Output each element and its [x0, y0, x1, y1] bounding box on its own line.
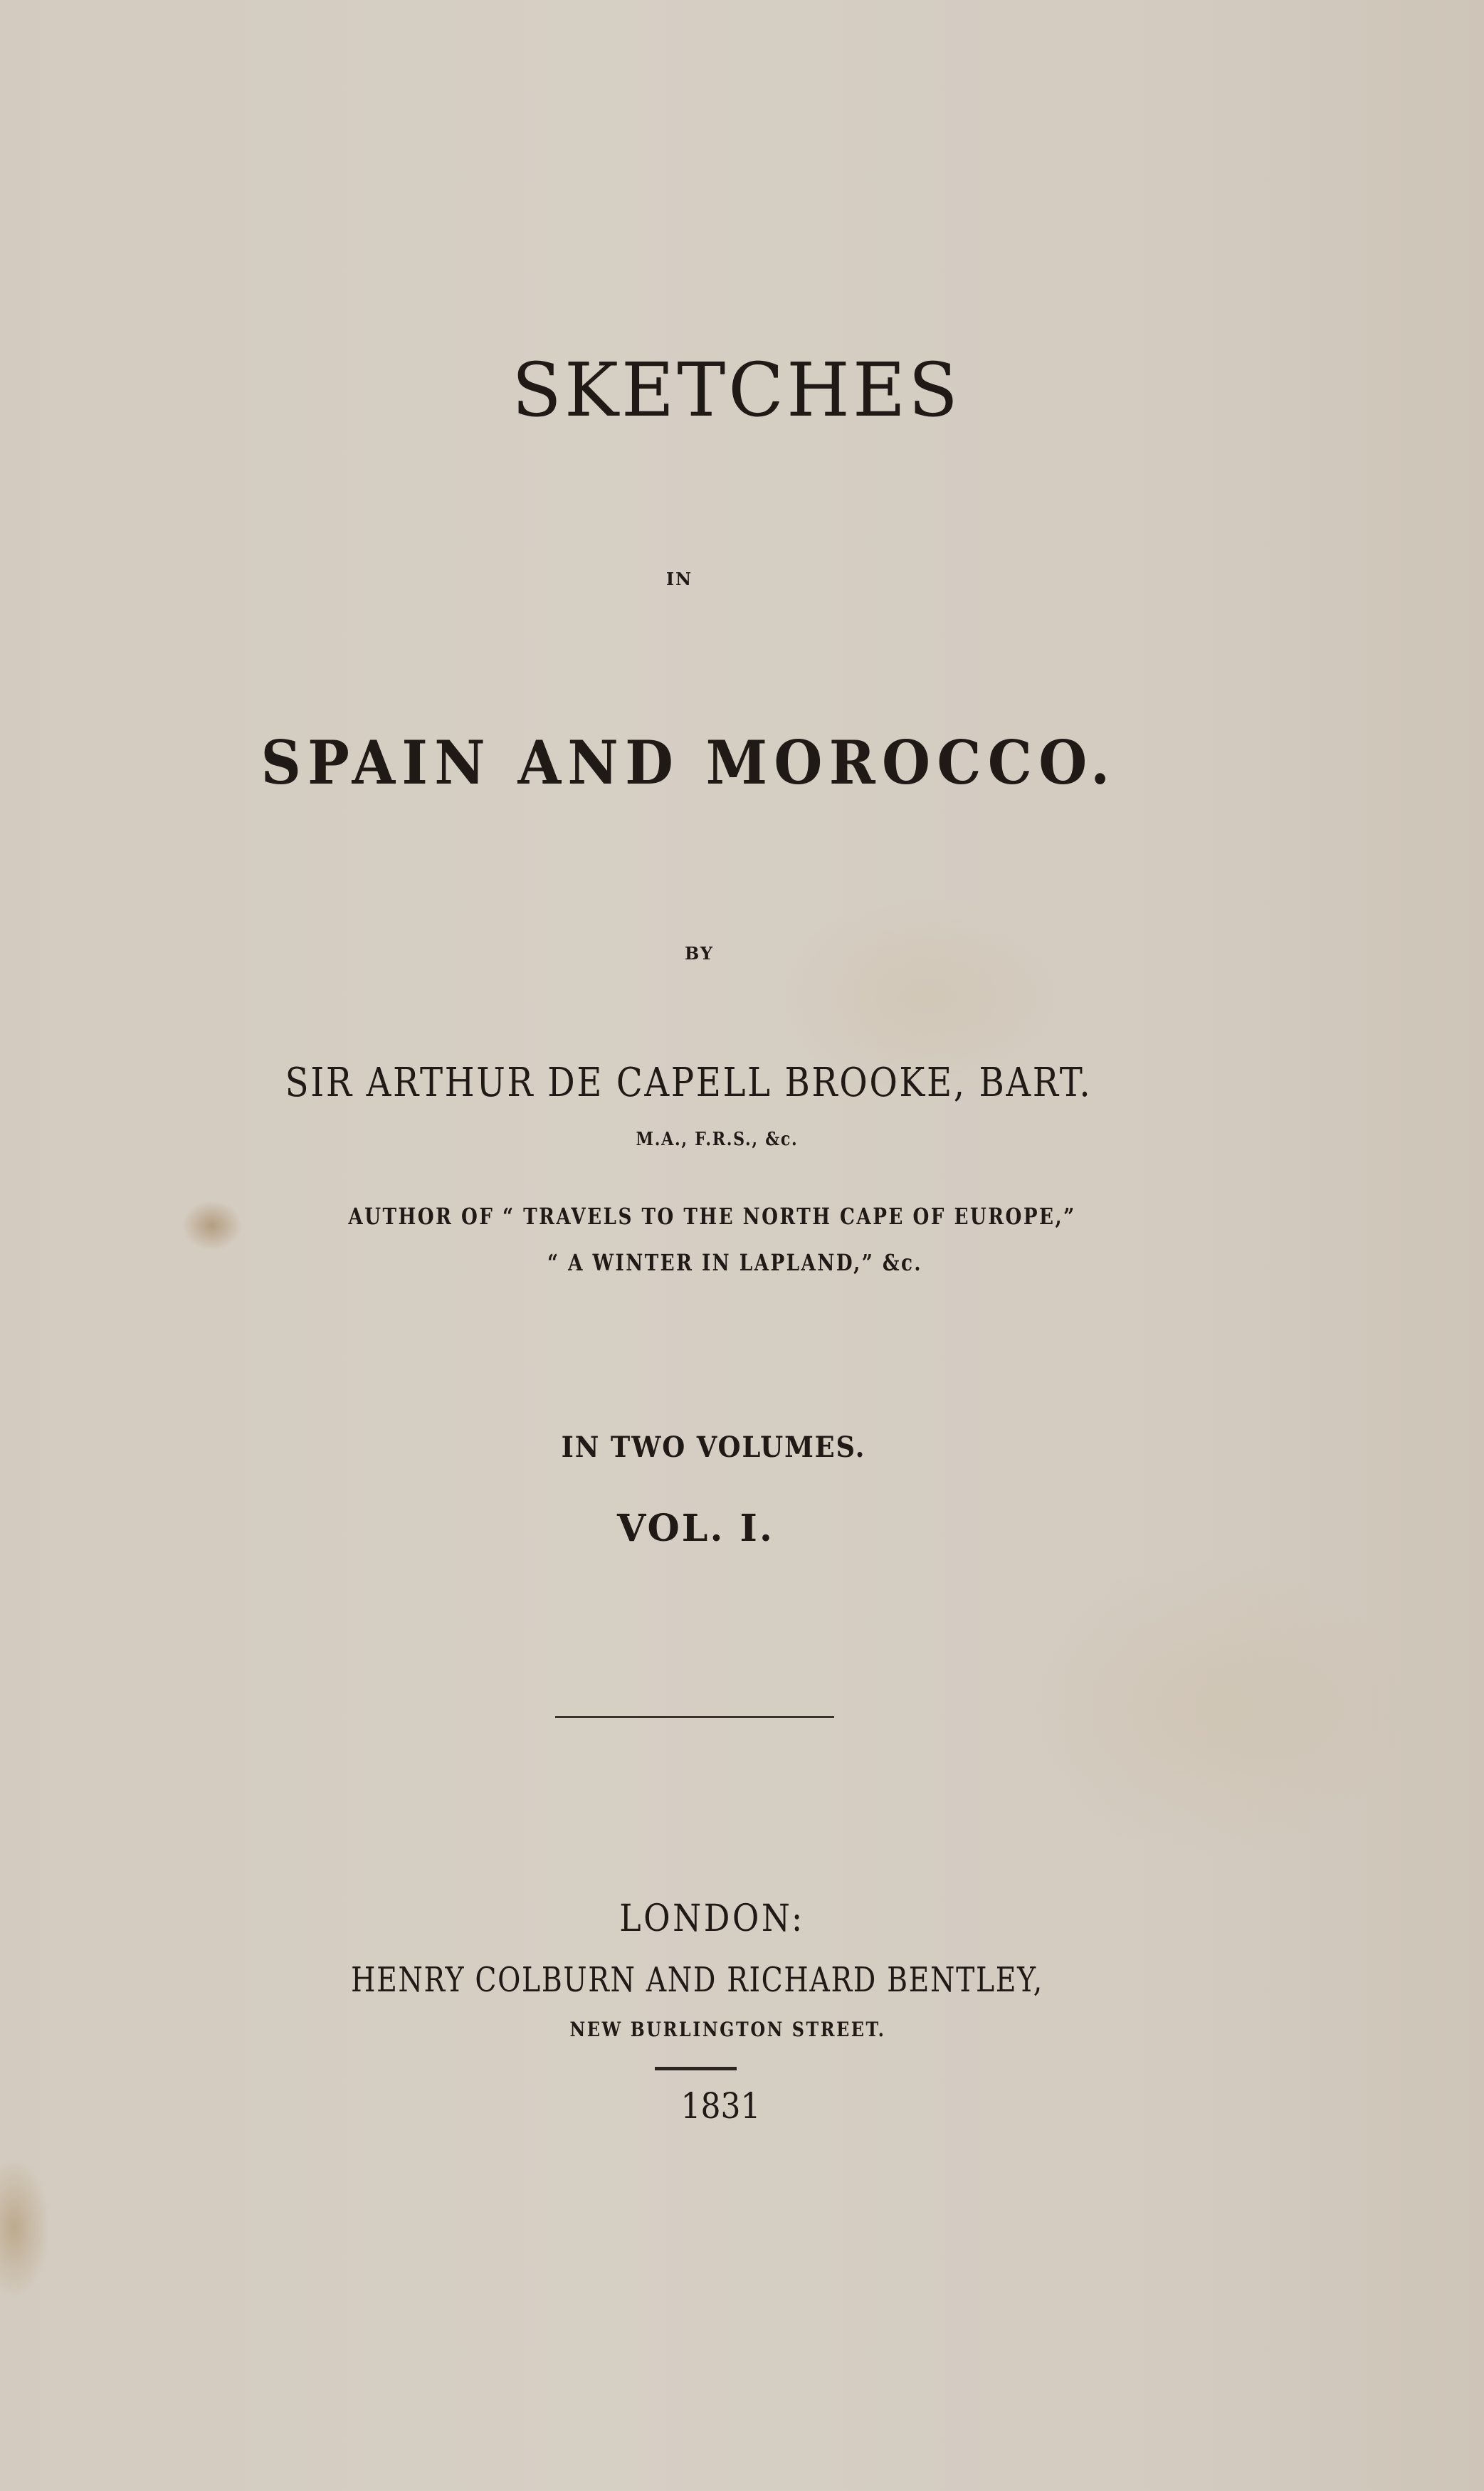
- author-credentials: M.A., F.R.S., &c.: [636, 1129, 799, 1150]
- volume-number: VOL. I.: [617, 1507, 774, 1550]
- author-previous-works-line1: AUTHOR OF “ TRAVELS TO THE NORTH CAPE OF EUROPE,”: [348, 1203, 1076, 1230]
- by-line: BY: [685, 943, 714, 964]
- book-title: SKETCHES: [512, 347, 961, 433]
- imprint-publishers: HENRY COLBURN AND RICHARD BENTLEY,: [351, 1960, 1043, 2000]
- author-name: SIR ARTHUR DE CAPELL BROOKE, BART.: [285, 1060, 1093, 1106]
- imprint-year: 1831: [680, 2085, 761, 2127]
- imprint-short-rule: [655, 2067, 737, 2070]
- book-subtitle: SPAIN AND MOROCCO.: [261, 727, 1117, 798]
- volume-count: IN TWO VOLUMES.: [561, 1431, 866, 1464]
- imprint-city: LONDON:: [619, 1897, 805, 1940]
- imprint-street: NEW BURLINGTON STREET.: [569, 2018, 886, 2041]
- section-divider-rule: [555, 1716, 834, 1718]
- title-connector: IN: [665, 569, 693, 589]
- author-previous-works-line2: “ A WINTER IN LAPLAND,” &c.: [547, 1249, 923, 1276]
